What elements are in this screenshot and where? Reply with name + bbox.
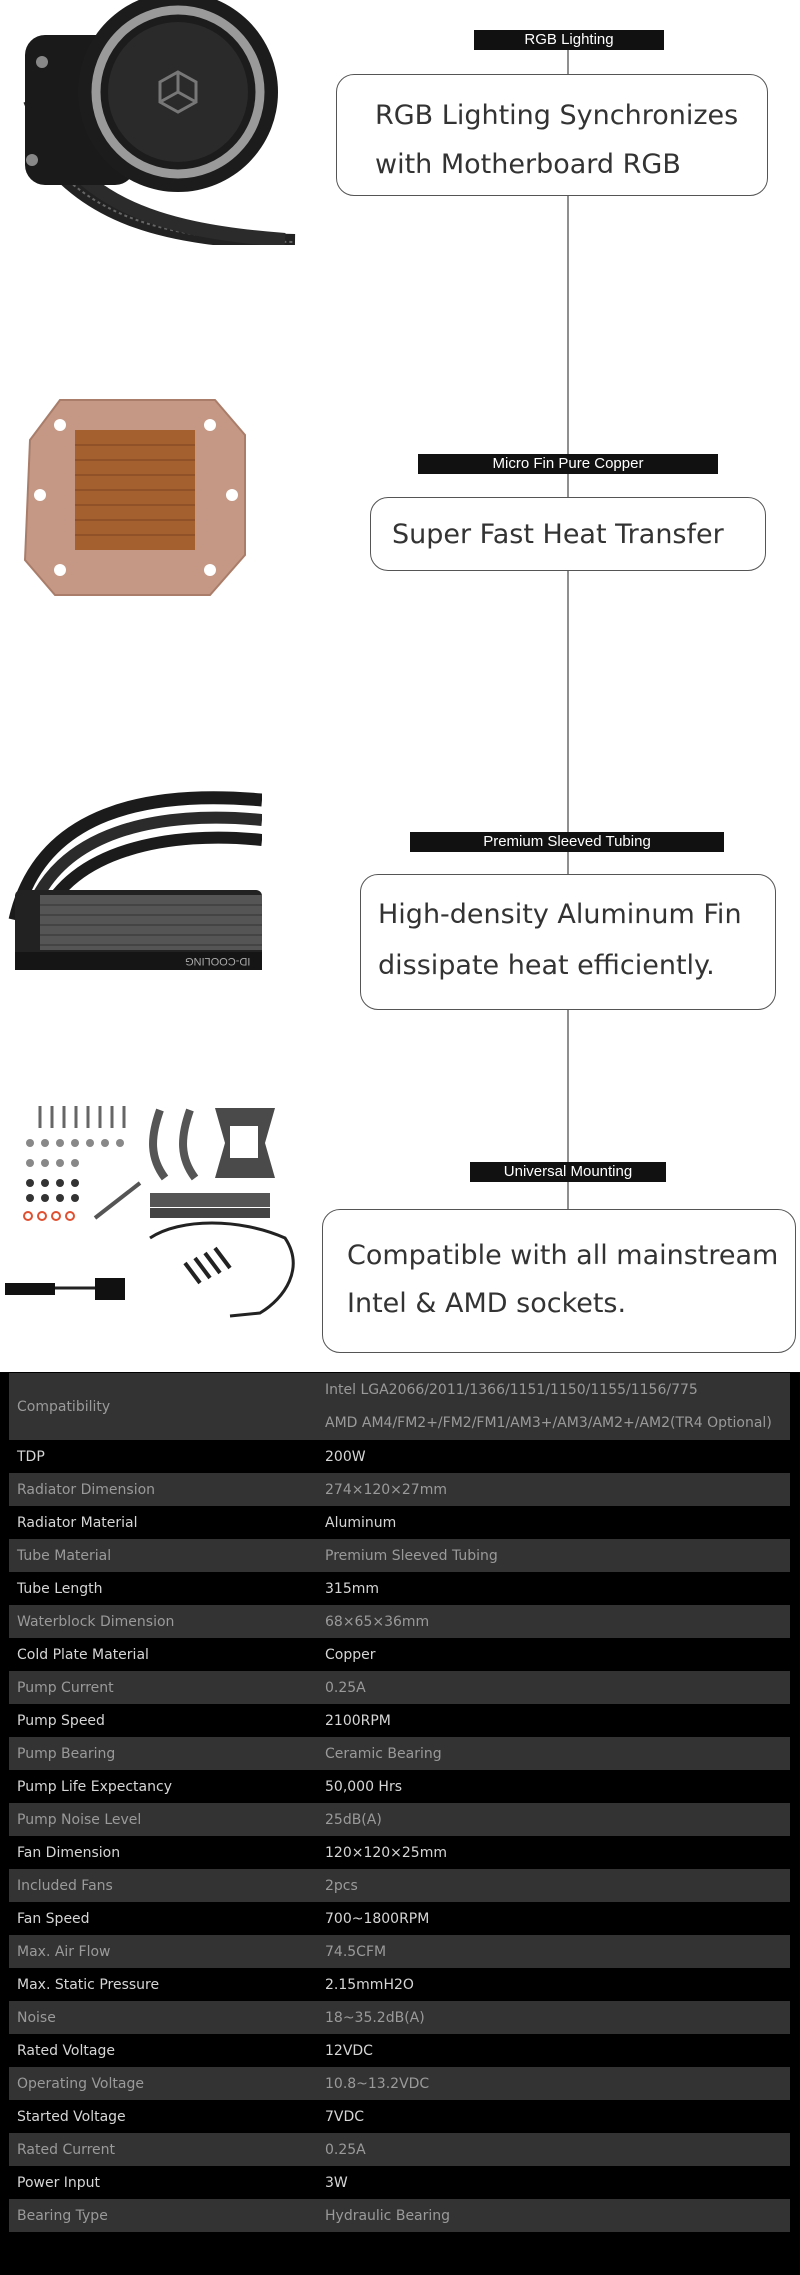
spec-row <box>9 1737 791 1770</box>
spec-value-line: 315mm <box>325 1580 379 1597</box>
spec-value <box>317 2166 791 2199</box>
spec-value <box>317 2133 791 2166</box>
spec-value <box>317 1572 791 1605</box>
spec-value-line: AMD AM4/FM2+/FM2/FM1/AM3+/AM3/AM2+/AM2(TR4 Optional) <box>325 1414 772 1431</box>
spec-row <box>9 1968 791 2001</box>
feature-label: Premium Sleeved Tubing <box>410 832 724 852</box>
spec-value <box>317 1473 791 1506</box>
timeline-connector-line <box>567 48 569 1343</box>
spec-value-line: 50,000 Hrs <box>325 1778 403 1795</box>
spec-key: Rated Current <box>9 2133 318 2166</box>
spec-row <box>9 1572 791 1605</box>
spec-key: Tube Length <box>9 1572 318 1605</box>
spec-value <box>317 2034 791 2067</box>
spec-value <box>317 2199 791 2233</box>
spec-key: Operating Voltage <box>9 2067 318 2100</box>
spec-key: Power Input <box>9 2166 318 2199</box>
spec-value-line: 2.15mmH2O <box>325 1976 414 1993</box>
spec-row <box>9 1473 791 1506</box>
spec-value-line: 25dB(A) <box>325 1811 382 1828</box>
spec-row <box>9 1803 791 1836</box>
spec-value-line: 700~1800RPM <box>325 1910 430 1927</box>
spec-row <box>9 2067 791 2100</box>
spec-value-line: Premium Sleeved Tubing <box>325 1547 498 1564</box>
spec-row <box>9 2133 791 2166</box>
spec-value-line: Aluminum <box>325 1514 397 1531</box>
spec-key: Compatibility <box>9 1373 318 1441</box>
spec-value-line: 7VDC <box>325 2108 365 2125</box>
spec-key: Pump Noise Level <box>9 1803 318 1836</box>
spec-value <box>317 1440 791 1473</box>
feature-text-line: Intel & AMD sockets. <box>347 1288 627 1319</box>
spec-key: Fan Dimension <box>9 1836 318 1869</box>
spec-row <box>9 1704 791 1737</box>
specifications-table <box>8 1372 791 2233</box>
spec-value-line: 68×65×36mm <box>325 1613 430 1630</box>
spec-value-line: 2100RPM <box>325 1712 391 1729</box>
copper-cold-plate-image <box>20 395 250 600</box>
spec-value-line: Intel LGA2066/2011/1366/1151/1150/1155/1156/775 <box>325 1381 698 1398</box>
spec-value <box>317 1803 791 1836</box>
spec-key: Radiator Material <box>9 1506 318 1539</box>
feature-label: Universal Mounting <box>470 1162 666 1182</box>
spec-row <box>9 2001 791 2034</box>
feature-text-line: Compatible with all mainstream <box>347 1240 779 1271</box>
spec-key: Waterblock Dimension <box>9 1605 318 1638</box>
spec-key: Max. Static Pressure <box>9 1968 318 2001</box>
spec-value-line: 0.25A <box>325 1679 366 1696</box>
radiator-brand-text: ID-COOLING <box>185 955 251 967</box>
spec-row <box>9 2034 791 2067</box>
spec-value <box>317 1935 791 1968</box>
spec-value-line: 0.25A <box>325 2141 366 2158</box>
spec-value <box>317 1869 791 1902</box>
spec-row <box>9 2166 791 2199</box>
spec-row <box>9 1605 791 1638</box>
spec-row <box>9 2199 791 2233</box>
spec-key: Pump Current <box>9 1671 318 1704</box>
spec-value-line: 3W <box>325 2174 348 2191</box>
spec-value <box>317 1638 791 1671</box>
spec-value <box>317 1737 791 1770</box>
spec-value-line: 2pcs <box>325 1877 358 1894</box>
spec-row <box>9 1671 791 1704</box>
radiator-tubing-image <box>0 770 262 1000</box>
spec-row <box>9 2100 791 2133</box>
spec-value-line: 200W <box>325 1448 366 1465</box>
spec-key: Started Voltage <box>9 2100 318 2133</box>
spec-value-line: 74.5CFM <box>325 1943 387 1960</box>
feature-label: Micro Fin Pure Copper <box>418 454 718 474</box>
spec-value <box>317 1836 791 1869</box>
feature-callout-box <box>336 74 768 196</box>
feature-callout-box <box>322 1209 796 1353</box>
spec-value-line: 18~35.2dB(A) <box>325 2009 425 2026</box>
spec-row <box>9 1836 791 1869</box>
spec-row <box>9 1440 791 1473</box>
spec-row <box>9 1539 791 1572</box>
mounting-kit-image <box>0 1098 312 1340</box>
spec-row <box>9 1869 791 1902</box>
spec-value <box>317 1902 791 1935</box>
feature-callout-box <box>360 874 776 1010</box>
spec-row <box>9 1638 791 1671</box>
spec-key: Cold Plate Material <box>9 1638 318 1671</box>
pump-head-image <box>0 0 300 245</box>
spec-key: Bearing Type <box>9 2199 318 2233</box>
spec-value-line: 10.8~13.2VDC <box>325 2075 430 2092</box>
spec-value <box>317 1770 791 1803</box>
spec-key: Tube Material <box>9 1539 318 1572</box>
feature-callout-box <box>370 497 766 571</box>
spec-key: TDP <box>9 1440 318 1473</box>
spec-key: Fan Speed <box>9 1902 318 1935</box>
spec-value-line: 120×120×25mm <box>325 1844 447 1861</box>
feature-text-line: High-density Aluminum Fin <box>378 899 742 930</box>
spec-value <box>317 2100 791 2133</box>
spec-key: Pump Life Expectancy <box>9 1770 318 1803</box>
spec-value-line: Hydraulic Bearing <box>325 2207 451 2224</box>
spec-row <box>9 1506 791 1539</box>
spec-value <box>317 1968 791 2001</box>
spec-key: Pump Speed <box>9 1704 318 1737</box>
spec-row <box>9 1373 791 1441</box>
spec-value <box>317 2001 791 2034</box>
spec-key: Included Fans <box>9 1869 318 1902</box>
spec-value <box>317 1704 791 1737</box>
spec-row <box>9 1770 791 1803</box>
spec-value-line: 274×120×27mm <box>325 1481 447 1498</box>
spec-key: Pump Bearing <box>9 1737 318 1770</box>
spec-key: Rated Voltage <box>9 2034 318 2067</box>
spec-row <box>9 1902 791 1935</box>
spec-value <box>317 1539 791 1572</box>
spec-key: Max. Air Flow <box>9 1935 318 1968</box>
feature-text-line: RGB Lighting Synchronizes <box>375 100 739 131</box>
spec-value-line: Copper <box>325 1646 376 1663</box>
feature-label: RGB Lighting <box>474 30 664 50</box>
spec-value <box>317 1605 791 1638</box>
spec-value <box>317 1373 791 1441</box>
feature-text-line: dissipate heat efficiently. <box>378 950 715 981</box>
spec-value-line: Ceramic Bearing <box>325 1745 442 1762</box>
spec-key: Radiator Dimension <box>9 1473 318 1506</box>
spec-row <box>9 1935 791 1968</box>
feature-text-line: with Motherboard RGB <box>375 149 681 180</box>
spec-value <box>317 2067 791 2100</box>
spec-value <box>317 1506 791 1539</box>
spec-value-line: 12VDC <box>325 2042 373 2059</box>
spec-value <box>317 1671 791 1704</box>
feature-text-line: Super Fast Heat Transfer <box>392 519 724 550</box>
spec-key: Noise <box>9 2001 318 2034</box>
